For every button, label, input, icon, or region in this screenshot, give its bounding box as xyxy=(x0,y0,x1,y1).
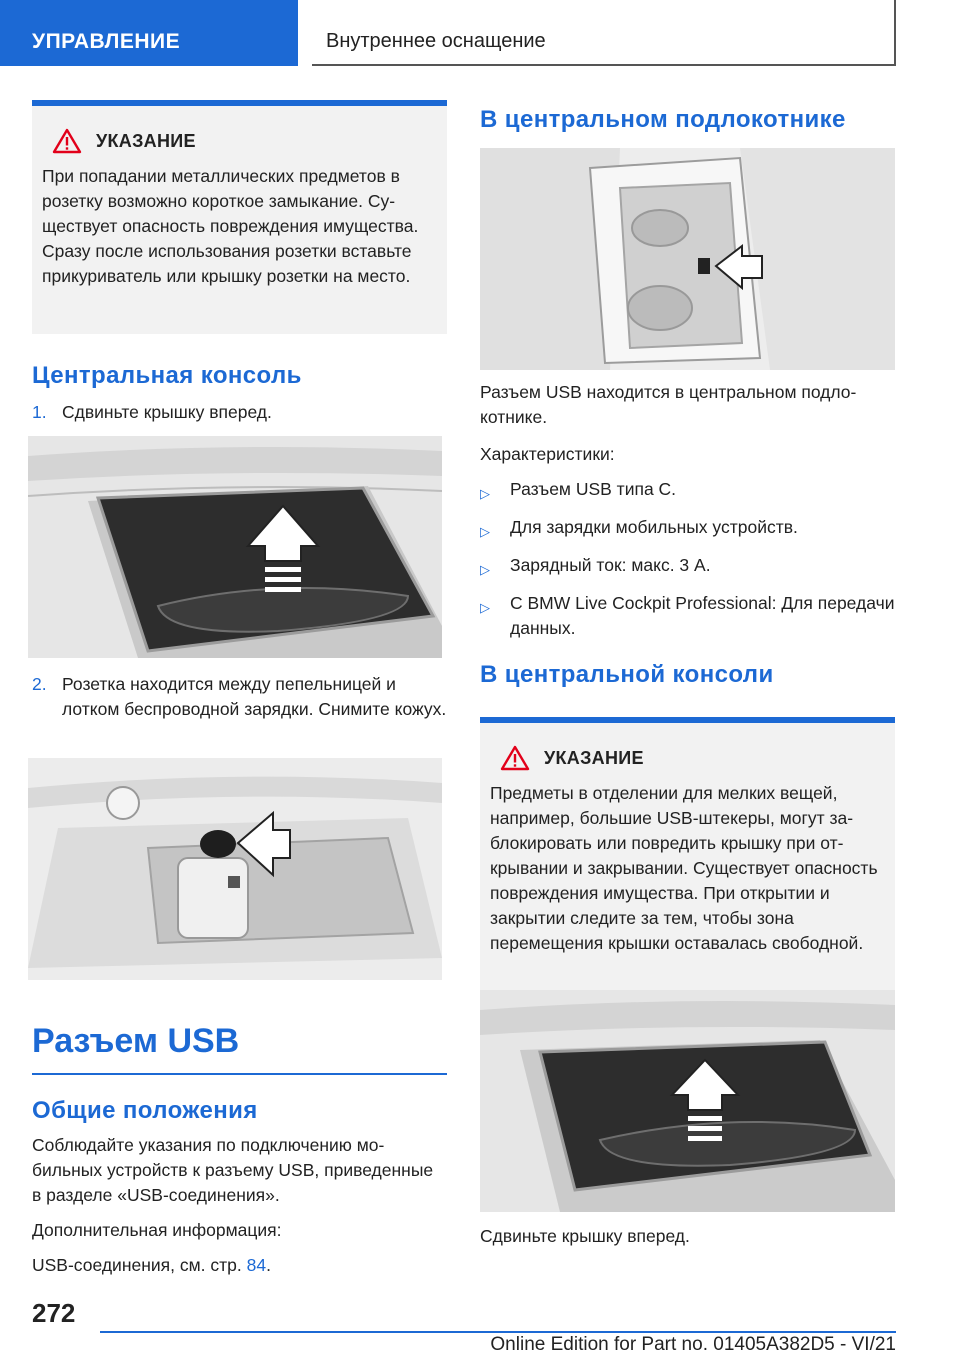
reference xyxy=(32,1253,447,1278)
step-2 xyxy=(32,672,447,722)
warning-header xyxy=(500,745,883,771)
step-1 xyxy=(32,400,447,425)
chapter-heading-usb: Разъем USB xyxy=(32,1022,447,1075)
list-item: ▷ Для зарядки мобильных устройств. xyxy=(480,515,895,544)
image-console-cover-2 xyxy=(480,990,895,1212)
features-label: Характеристики: xyxy=(480,444,615,464)
left-column xyxy=(32,100,447,425)
list-item: ▷ С BMW Live Cockpit Professional: Для передачи данных. xyxy=(480,591,895,641)
step-text: Сдвиньте крышку вперед. xyxy=(62,402,272,422)
right-column-features xyxy=(480,380,895,999)
right-column-caption xyxy=(480,1224,895,1249)
bottom-caption: Сдвиньте крышку вперед. xyxy=(480,1226,690,1246)
image-socket xyxy=(28,758,442,980)
warning-triangle-icon xyxy=(52,128,82,154)
armrest-caption: Разъем USB находится в центральном подлокотнике. xyxy=(480,382,857,427)
features-list xyxy=(480,477,895,641)
step-text: Розетка находится между пепельницей и лотком беспроводной зарядки. Снимите кожух. xyxy=(62,674,447,719)
right-column xyxy=(480,100,895,134)
left-column-step2 xyxy=(32,672,447,722)
reference-text: USB-соединения, см. стр. xyxy=(32,1255,242,1275)
section-heading-general: Общие положения xyxy=(32,1097,258,1124)
warning-text: При попадании металлических предметов в розетку возможно короткое замыкание. Существует опасность повреждения имущества. Сразу после использования розетки вставьте прикуриватель или крышку розетки на место. xyxy=(42,166,419,286)
section-tab: УПРАВЛЕНИЕ xyxy=(0,0,298,66)
bullet-triangle-icon: ▷ xyxy=(480,486,490,501)
bullet-triangle-icon: ▷ xyxy=(480,524,490,539)
section-heading-center-console: В центральной консоли xyxy=(480,661,774,688)
left-column-usb xyxy=(32,1022,447,1278)
warning-box-compartment xyxy=(480,717,895,999)
warning-text: Предметы в отделении для мелких вещей, например, большие USB-штекеры, могут заблокировать или повредить крышку при открывании и закрывании. Существует опасность повреждения имущества. При открытии и закрытии следите за тем, чтобы зона перемещения крышки оставалась свободной. xyxy=(490,783,878,953)
page-number: 272 xyxy=(32,1298,76,1328)
warning-title: УКАЗАНИЕ xyxy=(96,130,196,151)
reference-end: . xyxy=(266,1255,271,1275)
page-link-84[interactable]: 84 xyxy=(246,1255,267,1275)
list-item: ▷ Разъем USB типа C. xyxy=(480,477,895,506)
bullet-triangle-icon: ▷ xyxy=(480,600,490,615)
warning-title: УКАЗАНИЕ xyxy=(544,747,644,768)
warning-header xyxy=(52,128,435,154)
section-heading-armrest: В центральном подлокотнике xyxy=(480,106,846,133)
image-armrest xyxy=(480,148,895,370)
warning-triangle-icon xyxy=(500,745,530,771)
page-title: Внутреннее оснащение xyxy=(312,0,896,66)
general-text: Соблюдайте указания по подключению мобильных устройств к разъему USB, приведенные в разделе «USB-соединения». xyxy=(32,1135,434,1205)
footer-edition: Online Edition for Part no. 01405A382D5 - VI/21 xyxy=(490,1334,896,1355)
step-number: 1. xyxy=(32,402,47,422)
warning-box-socket xyxy=(32,100,447,334)
image-console-cover xyxy=(28,436,442,658)
more-info-label: Дополнительная информация: xyxy=(32,1220,282,1240)
list-item: ▷ Зарядный ток: макс. 3 A. xyxy=(480,553,895,582)
step-number: 2. xyxy=(32,674,47,694)
bullet-triangle-icon: ▷ xyxy=(480,562,490,577)
section-heading-console: Центральная консоль xyxy=(32,362,302,389)
footer-divider xyxy=(100,1331,896,1333)
